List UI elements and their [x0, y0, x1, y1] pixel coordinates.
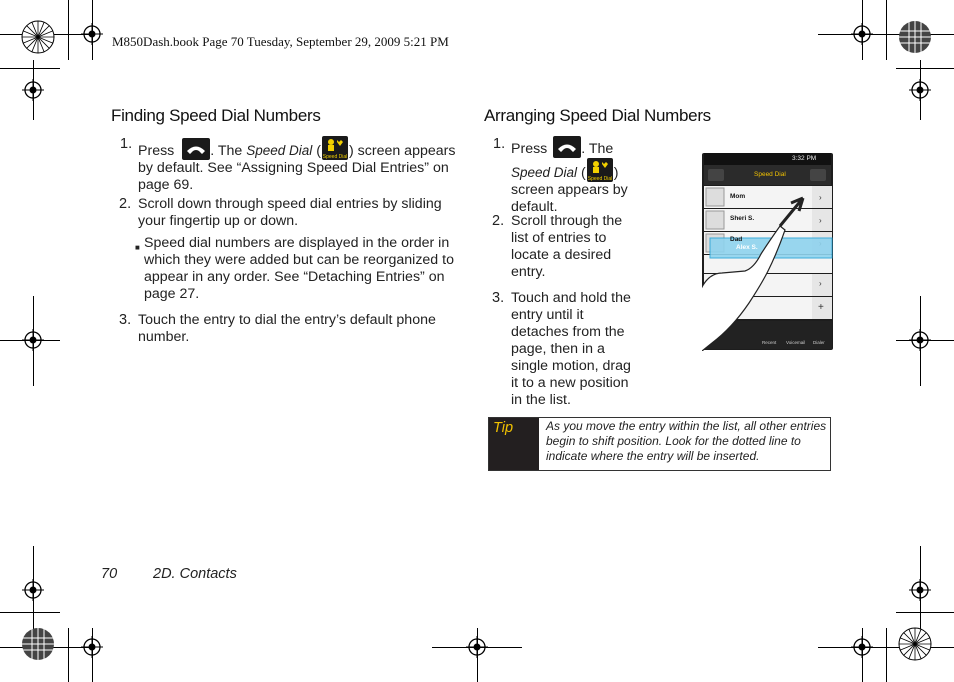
- speed-dial-icon-label: Speed Dial: [587, 176, 612, 182]
- tip-label: Tip: [489, 418, 539, 470]
- registration-mark-icon: [22, 329, 44, 351]
- svg-text:›: ›: [819, 216, 822, 225]
- crop-mark: [0, 68, 60, 69]
- section-name: 2D. Contacts: [153, 566, 237, 582]
- starburst-mark-icon: [21, 20, 55, 54]
- right-step-3: [492, 290, 637, 409]
- left-step-3: [119, 312, 463, 346]
- bullet-text: Speed dial numbers are displayed in the order in which they were added but can be reorganized to appear in any order. See “Detaching Entries” on page 27.: [144, 235, 454, 302]
- step-text: screen appears by default.: [511, 182, 628, 215]
- bullet-icon: ■: [135, 243, 140, 252]
- registration-mark-icon: [851, 23, 873, 45]
- registration-mark-icon: [22, 79, 44, 101]
- phone-screen-title: Speed Dial: [754, 171, 786, 178]
- phone-key-icon: [553, 136, 581, 158]
- phone-entry: Mom: [730, 193, 746, 200]
- right-step-2: [492, 213, 635, 281]
- step-text: . The: [210, 143, 243, 159]
- step-text: by default. See “Assigning Speed Dial Entries” on page 69.: [138, 160, 449, 193]
- registration-mark-icon: [851, 636, 873, 658]
- phone-tab: Dialer: [813, 340, 825, 345]
- step-number: 1.: [120, 136, 133, 152]
- step-number: 3.: [119, 312, 132, 328]
- registration-mark-icon: [81, 636, 103, 658]
- left-step-2: [119, 196, 463, 230]
- step-number: 1.: [493, 136, 506, 152]
- crop-mark: [68, 0, 69, 60]
- step-text: Touch the entry to dial the entry’s default phone number.: [138, 312, 436, 345]
- right-section-title: Arranging Speed Dial Numbers: [484, 106, 711, 125]
- tip-text: As you move the entry within the list, all other entries begin to shift position. Look for the dotted line to indicate where the entry will be inserted.: [546, 419, 827, 463]
- phone-key-icon: [182, 138, 210, 160]
- phone-entry-dragged: Alex S.: [736, 244, 758, 251]
- tip-box: [488, 417, 831, 471]
- starburst-mark-icon: [898, 627, 932, 661]
- crop-mark: [886, 628, 887, 682]
- left-section-title: Finding Speed Dial Numbers: [111, 106, 321, 125]
- crop-mark: [896, 612, 954, 613]
- registration-mark-icon: [466, 636, 488, 658]
- crop-mark: [0, 612, 60, 613]
- speed-dial-icon: [322, 136, 348, 160]
- speed-dial-name: Speed Dial: [246, 143, 313, 158]
- crop-mark: [68, 628, 69, 682]
- step-text: ) screen appears: [348, 143, 456, 159]
- phone-entry: Sheri S.: [730, 215, 755, 222]
- phone-screenshot: [702, 153, 834, 351]
- svg-text:+: +: [818, 302, 824, 313]
- step-number: 2.: [492, 213, 505, 229]
- step-number: 3.: [492, 290, 505, 306]
- phone-time: 3:32 PM: [792, 155, 817, 162]
- step-text: Touch and hold the entry until it detaches from the page, then in a single motion, drag it to a new position in the list.: [511, 290, 631, 408]
- step-number: 2.: [119, 196, 132, 212]
- speed-dial-icon: [587, 158, 613, 182]
- speed-dial-icon-label: Speed Dial: [322, 154, 348, 160]
- registration-mark-icon: [81, 23, 103, 45]
- step-text: Press: [138, 143, 175, 159]
- speed-dial-name: Speed Dial: [511, 165, 578, 180]
- phone-tab: Voicemail: [786, 340, 806, 345]
- page-number: 70: [101, 566, 118, 582]
- step-text: (: [581, 165, 586, 181]
- registration-mark-icon: [909, 579, 931, 601]
- registration-mark-icon: [909, 79, 931, 101]
- step-text: . The: [581, 141, 614, 157]
- crop-mark: [886, 0, 887, 60]
- registration-mark-icon: [22, 579, 44, 601]
- phone-tab: Recent: [762, 340, 777, 345]
- crop-mark: [896, 68, 954, 69]
- svg-text:›: ›: [819, 279, 822, 288]
- step-text: Scroll down through speed dial entries by sliding your fingertip up or down.: [138, 196, 442, 229]
- step-text: ): [613, 165, 619, 181]
- phone-entry: Dad: [730, 236, 743, 243]
- svg-text:›: ›: [819, 193, 822, 202]
- step-text: Press: [511, 141, 548, 157]
- step-text: (: [316, 143, 321, 159]
- registration-mark-icon: [909, 329, 931, 351]
- step-text: Scroll through the list of entries to locate a desired entry.: [511, 213, 623, 280]
- left-bullet: [135, 235, 462, 303]
- starburst-mark-icon: [21, 627, 55, 661]
- starburst-mark-icon: [898, 20, 932, 54]
- print-header: M850Dash.book Page 70 Tuesday, September 29, 2009 5:21 PM: [112, 34, 449, 49]
- right-step-1: [493, 136, 641, 216]
- left-step-1: [120, 136, 463, 194]
